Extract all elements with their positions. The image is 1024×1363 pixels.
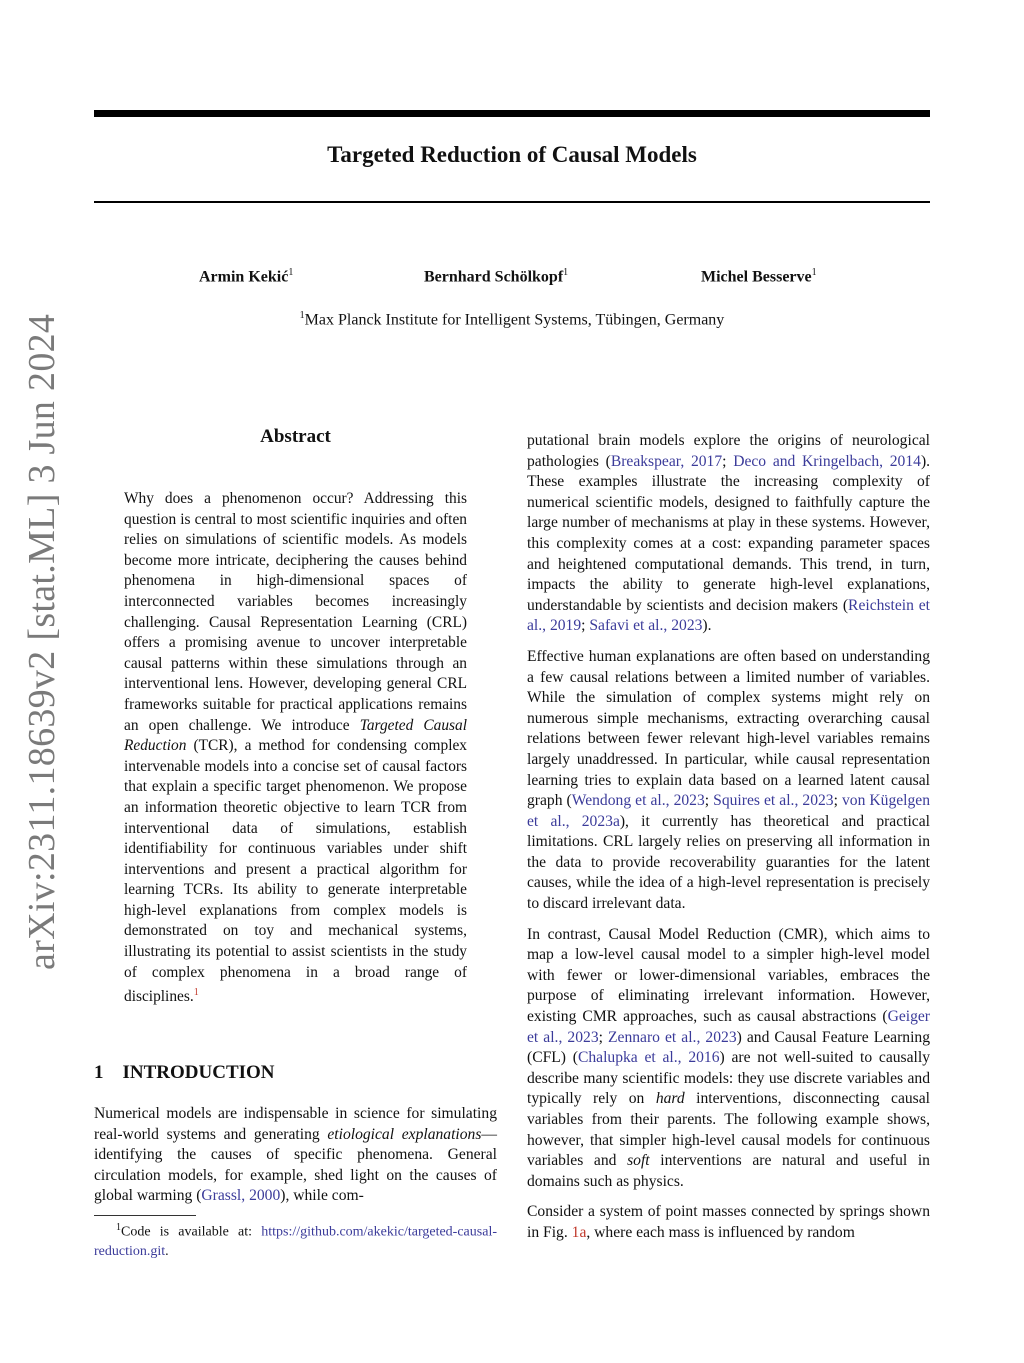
paragraph: putational brain models explore the origins of neurological pathologies (Breakspear, 2017; Deco and Kringelbach, 2014). These examples illustrate the increasing complexity of numerical scientific models, designed to faithfully capture the large number of mechanisms at play in these systems. However, this complexity comes at a cost: expanding parameter spaces and heightened computational demands. This trend, in turn, impacts the ability to generate high-level explanations, understandable by scientists and decision makers (Reichstein et al., 2019; Safavi et al., 2023). [527, 432, 931, 635]
right-column [527, 431, 930, 1254]
citation-link[interactable]: Squires et al., 2023 [713, 792, 834, 810]
citation-link[interactable]: von Kügelgen et al., 2023a [527, 792, 931, 830]
citation-link[interactable]: Breakspear, 2017 [610, 452, 723, 470]
paragraph: In contrast, Causal Model Reduction (CMR), which aims to map a low-level causal model to a simpler high-level model with fewer or lower-dimensional variables, embraces the purpose of eliminating irrelevant information. However, existing CMR approaches, such as causal abstractions (Geiger et al., 2023; Zennaro et al., 2023) and Causal Feature Learning (CFL) (Chalupka et al., 2016) are not well-suited to causally describe many scientific models: they use discrete variables and typically rely on hard interventions, disconnecting causal variables from their parents. The following example shows, however, that simpler high-level causal models for continuous variables and soft interventions are natural and useful in domains such as physics. [527, 925, 931, 1190]
citation-link[interactable]: Deco and Kringelbach, 2014 [733, 452, 921, 470]
citation-link[interactable]: Reichstein et al., 2019 [527, 596, 930, 635]
section-heading-introduction: 1 INTRODUCTION [94, 1062, 275, 1083]
arxiv-watermark: arXiv:2311.18639v2 [stat.ML] 3 Jun 2024 [21, 313, 63, 970]
affiliation: $^1$Max Planck Institute for Intelligent Systems, Tübingen, Germany [299, 310, 725, 329]
figure-ref-link[interactable]: 1a [571, 1223, 587, 1241]
footnote-ref[interactable]: 1 [193, 987, 199, 999]
citation-link[interactable]: Chalupka et al., 2016 [577, 1049, 720, 1067]
title-bottom-rule [94, 201, 930, 203]
citation-link[interactable]: Grassl, 2000 [201, 1187, 281, 1205]
paragraph: Consider a system of point masses connected by springs shown in Fig. 1a, where each mass is influenced by random [527, 1203, 930, 1241]
citation-link[interactable]: Geiger et al., 2023 [527, 1008, 930, 1046]
abstract-heading: Abstract [260, 426, 331, 447]
paragraph: Effective human explanations are often based on understanding a few causal relations between a limited number of variables. While the simulation of complex systems might rely on numerous simple mechanisms, extracting overarching causal relations between fewer relevant high-level variables remains largely unaddressed. In particular, while causal representation learning tries to explain data based on a learned latent causal graph (Wendong et al., 2023; Squires et al., 2023; von Kügelgen et al., 2023a), it currently has theoretical and practical limitations. CRL largely relies on preserving all information in the data to provide recoverability guaranties for the latent causes, while the idea of a high-level representation is precisely to discard irrelevant data. [527, 647, 931, 913]
intro-paragraph: Numerical models are indispensable in science for simulating real-world systems and generating etiological explanations—identifying the causes of specific phenomena. General circulation models, for example, shed light on the causes of global warming (Grassl, 2000), while com- [94, 1105, 498, 1205]
title-top-rule [94, 110, 930, 117]
footnote: $^1$Code is available at: https://github.com/akekic/targeted-causal-reduction.git. [94, 1222, 497, 1259]
citation-link[interactable]: Wendong et al., 2023 [571, 792, 705, 810]
author-1: Armin Kekić$^1$ [199, 267, 294, 286]
footnote-rule [94, 1215, 196, 1216]
code-repository-link[interactable]: https://github.com/akekic/targeted-causal-reduction.git [94, 1224, 497, 1259]
citation-link[interactable]: Safavi et al., 2023 [589, 617, 703, 635]
citation-link[interactable]: Zennaro et al., 2023 [608, 1028, 737, 1046]
author-2: Bernhard Schölkopf$^1$ [424, 267, 569, 286]
paper-title: Targeted Reduction of Causal Models [327, 142, 697, 167]
abstract-body: Why does a phenomenon occur? Addressing this question is central to most scientific inquiries and often relies on simulations of scientific models. As models become more intricate, deciphering the causes behind phenomena in high-dimensional spaces of interconnected variables becomes increasingly challenging. Causal Representation Learning (CRL) offers a promising avenue to uncover interpretable causal patterns within these simulations through an interventional lens. However, developing general CRL frameworks suitable for practical applications remains an open challenge. We introduce Targeted Causal Reduction (TCR), a method for condensing complex intervenable models into a concise set of causal factors that explain a specific target phenomenon. We propose an information theoretic objective to learn TCR from interventional data of simulations, establish identifiability for continuous variables under shift interventions and present a practical algorithm for learning TCRs. Its ability to generate interpretable high-level explanations from complex models is demonstrated on toy and mechanical systems, illustrating its potential to assist scientists in the study of complex phenomena in a broad range of disciplines.$^1$ [124, 490, 467, 1006]
author-3: Michel Besserve$^1$ [701, 267, 817, 286]
